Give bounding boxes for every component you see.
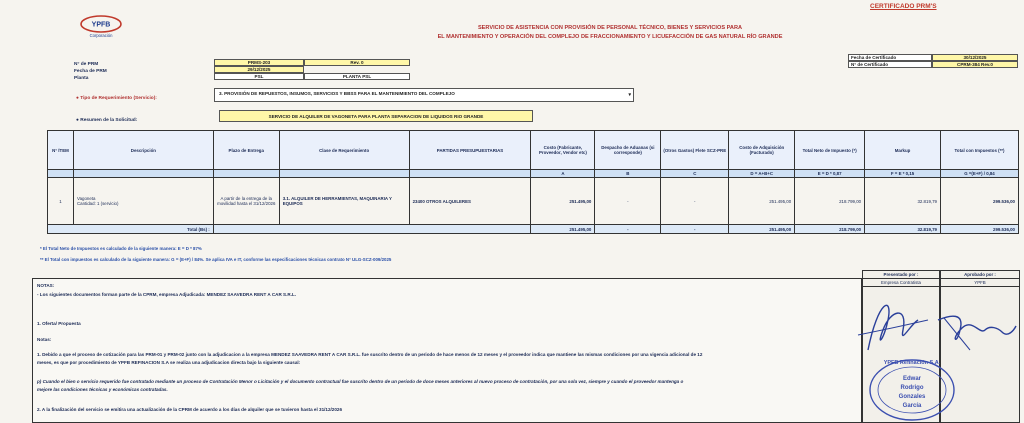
planta-code: PSL [214,73,304,80]
notes-paragraph-1b: meses, es que por procedimiento de YPFB REFINACION S.A se realiza una adjudicacion directa bajo la siguiente causal: [37,360,301,365]
title-line-2: EL MANTENIMIENTO Y OPERACIÓN DEL COMPLEJO DE FRACCIONAMIENTO Y LICUEFACCIÓN DE GAS NATURAL RÍO GRANDE [437,34,783,40]
notes-paragraph-1: 1. Debido a que el proceso de cotización para las PRM-01 y PRM-02 junto con la adjudicacion a la empresa MENDEZ SAAVEDRA RENT A CAR S.R.L. fue suscrito dentro de un periodo de hace menos de 12 meses y el proveedor indica que mantiene las mismas condiciones por una vigencia adicional de 12 [37,352,703,357]
table-header-row [48,131,1019,170]
item-total: 299.536,00 [941,178,1019,225]
total-markup: 32.819,79 [865,225,941,234]
total-neto: 218.799,00 [795,225,865,234]
handwritten-signature-1 [848,290,938,360]
empresa-label: Empresa Contratista [863,279,939,287]
col-header: Markup [865,131,941,170]
resumen-label: ● Resumen de la Solicitud: [76,118,138,123]
item-clase: 3.1. ALQUILER DE HERRAMIENTAS, MAQUINARIA Y EQUIPOS [279,178,409,225]
aprobado-label: Aprobado por : [941,271,1019,279]
col-header: Costo de Adquisición (Facturado) [729,131,795,170]
col-header: N° ÍTEM [48,131,74,170]
notes-paragraph-3: 2. A la finalización del servicio se emitira una actualización de la CPRM de acuerdo a los días de alquiler que se tuvieron hasta el 31/12/2026 [37,407,343,412]
dropdown-arrow-icon: ▾ [628,92,631,98]
formula-cell: D = A+B+C [729,170,795,178]
col-header: Total con Impuestos (**) [941,131,1019,170]
total-spacer [213,225,531,234]
stamp-line-3: Rodrigo [900,385,924,391]
item-costo: 251.495,00 [531,178,595,225]
col-header: Descripción [73,131,213,170]
fecha-cert-value: 30/12/2025 [932,54,1018,61]
tipo-select[interactable] [214,88,634,102]
formula-cell [279,170,409,178]
certificate-heading: CERTIFICADO PRM'S [870,3,937,10]
item-description [73,178,213,225]
notes-line-1: - Los siguientes documentos forman parte de la CPRM, empresa Adjudicada: MENDEZ SAAVEDRA RENT A CAR S.R.L. [37,292,297,297]
nro-prm-value: PRMS-203 [214,59,304,66]
formula-cell [409,170,531,178]
stamp-line-4: Gonzales [898,394,926,400]
stamp-line-5: García [902,403,922,409]
col-header: Total Neto de Impuesto (*) [795,131,865,170]
formula-cell: B [595,170,661,178]
item-name: Vagoneta [76,196,96,201]
fecha-prm-label: Fecha de PRM [74,69,107,74]
footnote-2: ** El Total con impuestos es calculado de la siguiente manera: G = (E+F) / 84%. Se aplica IVA e IT, conforme las especificaciones técnicas contrato N° ULG-SCZ-009/2025 [40,257,392,262]
nro-cert-value: CPRM-384 Rev.0 [932,61,1018,68]
presentado-label: Presentado por : [863,271,939,279]
col-header: Costo (Fabricante, Proveedor, Vendor etc) [531,131,595,170]
tipo-label: ● Tipo de Requerimiento (Servicio): [76,96,157,101]
col-header: Despacho de Aduanas (si corresponde) [595,131,661,170]
footnote-1: * El Total Neto de Impuestos es calculado de la siguiente manera: E = D * 87% [40,246,202,251]
handwritten-signature-2 [930,300,1020,360]
notes-section [32,278,862,423]
stamp-line-1: YPFB Refinación S.A. [883,360,941,366]
title-line-1: SERVICIO DE ASISTENCIA CON PROVISIÓN DE PERSONAL TÉCNICO, BIENES Y SERVICIOS PARA [477,25,743,31]
tipo-value: 3. PROVISIÓN DE REPUESTOS, INSUMOS, SERVICIOS Y BBSS PARA EL MANTENIMIENTO DEL COMPLEJO [219,91,455,96]
formula-cell: C [661,170,729,178]
item-quantity: Cantidad: 1 (servicio) [76,201,119,206]
item-flete: - [661,178,729,225]
notes-title: NOTAS: [37,283,55,288]
total-con-impuestos: 299.536,00 [941,225,1019,234]
notes-label: Notas: [37,337,52,342]
formula-row [48,170,1019,178]
table-row [48,178,1019,225]
formula-cell [213,170,279,178]
nro-prm-label: N° de PRM [74,62,99,67]
rev-value: Rev. 0 [304,59,410,66]
formula-cell [73,170,213,178]
items-table [47,130,1019,234]
logo-sub: Corporación [89,33,113,38]
formula-cell: F = E * 0,15 [865,170,941,178]
fecha-cert-label: Fecha de Certificado [848,54,932,61]
item-adquisicion: 251.495,00 [729,178,795,225]
total-label: Total (Bs) : [48,225,214,234]
total-row [48,225,1019,234]
notes-paragraph-2: p) Cuando el bien o servicio requerido fue contratado mediante un proceso de Contratación Menor o Licitación y el documento contractual fue suscrito dentro de un periodo de doce meses anteriores al nuevo proceso de contratación, por una sola vez, siempre y cuando el proveedor mantenga o [37,379,684,384]
total-flete: - [661,225,729,234]
col-header: (Otros Gastos) Flete SCZ-PRE [661,131,729,170]
fecha-prm-value: 29/12/2025 [214,66,304,73]
notes-section-1: 1. Oferta/ Propuesta [37,321,81,326]
resumen-value: SERVICIO DE ALQUILER DE VAGONETA PARA PLANTA SEPARACION DE LIQUIDOS RIO GRANDE [219,110,533,122]
formula-cell: A [531,170,595,178]
ypfb-label: YPFB [941,279,1019,287]
company-stamp [866,352,958,422]
planta-value: PLANTA PSL [304,73,410,80]
ypfb-logo [72,12,130,40]
item-number: 1 [48,178,74,225]
col-header: Clase de Requerimiento [279,131,409,170]
nro-cert-label: N° de Certificado [848,61,932,68]
notes-paragraph-2b: mejore las condiciones técnicas y económicas contratadas. [37,387,168,392]
item-markup: 32.819,79 [865,178,941,225]
item-despacho: - [595,178,661,225]
stamp-line-2: Edwar [902,376,922,382]
formula-cell [48,170,74,178]
item-partida: 23400 OTROS ALQUILERES [409,178,531,225]
col-header: Plazo de Entrega [213,131,279,170]
total-adquisicion: 251.495,00 [729,225,795,234]
document-title [300,24,920,42]
item-plazo: A partir de la entrega de la movilidad hasta el 31/12/2026 [213,178,279,225]
planta-label: Planta [74,76,89,81]
logo-text: YPFB [91,21,111,29]
total-costo: 251.495,00 [531,225,595,234]
formula-cell: E = D * 0,87 [795,170,865,178]
total-despacho: - [595,225,661,234]
col-header: PARTIDAS PRESUPUESTARIAS [409,131,531,170]
item-neto: 218.799,00 [795,178,865,225]
formula-cell: G =(E+F) / 0,84 [941,170,1019,178]
